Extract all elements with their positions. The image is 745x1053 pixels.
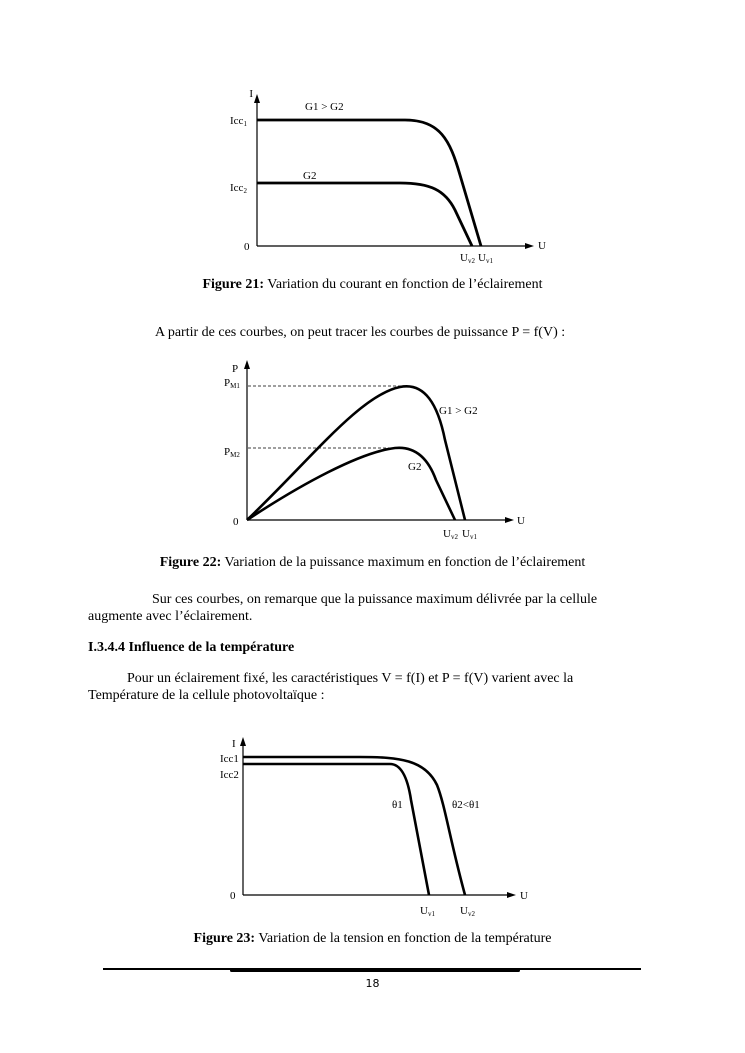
section-heading: I.3.4.4 Influence de la température [88,640,295,655]
fig22-curve2-label: G2 [408,461,422,473]
fig21-y-label: I [249,88,253,100]
paragraph-1: A partir de ces courbes, on peut tracer les courbes de puissance P = f(V) : [155,325,566,340]
paragraph-3-line-1: Pour un éclairement fixé, les caractéristiques V = f(I) et P = f(V) varient avec la [127,671,574,686]
fig22-uv2-label: Uv2 [443,528,458,541]
figure-21-caption: Figure 21: Variation du courant en fonction de l’éclairement [202,277,543,292]
paragraph-2-line-2: augmente avec l’éclairement. [88,609,253,624]
fig23-y-label: I [232,738,236,750]
page-number: 18 [365,977,380,990]
fig23-curve-theta1 [243,764,429,895]
fig23-uv2-label: Uv2 [460,905,475,918]
fig23-icc2-label: Icc2 [220,769,239,781]
fig22-y-label: P [232,363,239,375]
fig23-x-arrow [507,892,516,898]
fig23-y-arrow [240,737,246,746]
fig21-curve2-label: G2 [303,170,317,182]
fig22-curve1-label: G1 > G2 [439,405,478,417]
fig21-x-label: U [538,240,546,252]
figure-23-caption: Figure 23: Variation de la tension en fonction de la température [193,931,552,946]
fig22-uv1-label: Uv1 [462,528,477,541]
fig22-origin: 0 [233,516,239,528]
fig21-uv1-label: Uv1 [478,252,493,265]
fig23-origin: 0 [230,890,236,902]
fig23-x-label: U [520,890,528,902]
fig23-curve2-label: θ2<θ1 [452,799,480,811]
fig21-uv2-label: Uv2 [460,252,475,265]
fig21-icc2-label: Icc2 [230,182,247,195]
fig21-origin: 0 [244,241,250,253]
fig23-curve1-label: θ1 [392,799,403,811]
fig23-uv1-label: Uv1 [420,905,435,918]
footer-divider-thick [230,969,520,972]
fig22-x-label: U [517,515,525,527]
fig23-curve-theta2 [243,757,465,895]
fig22-pm1-label: PM1 [224,377,240,390]
fig22-pm2-label: PM2 [224,446,240,459]
fig21-curve1-label: G1 > G2 [305,101,344,113]
figure-22-caption: Figure 22: Variation de la puissance maximum en fonction de l’éclairement [159,555,586,570]
fig23-icc1-label: Icc1 [220,753,239,765]
paragraph-3-line-2: Température de la cellule photovoltaïque : [88,688,325,703]
fig21-icc1-label: Icc1 [230,115,247,128]
paragraph-2-line-1: Sur ces courbes, on remarque que la puissance maximum délivrée par la cellule [152,592,598,607]
